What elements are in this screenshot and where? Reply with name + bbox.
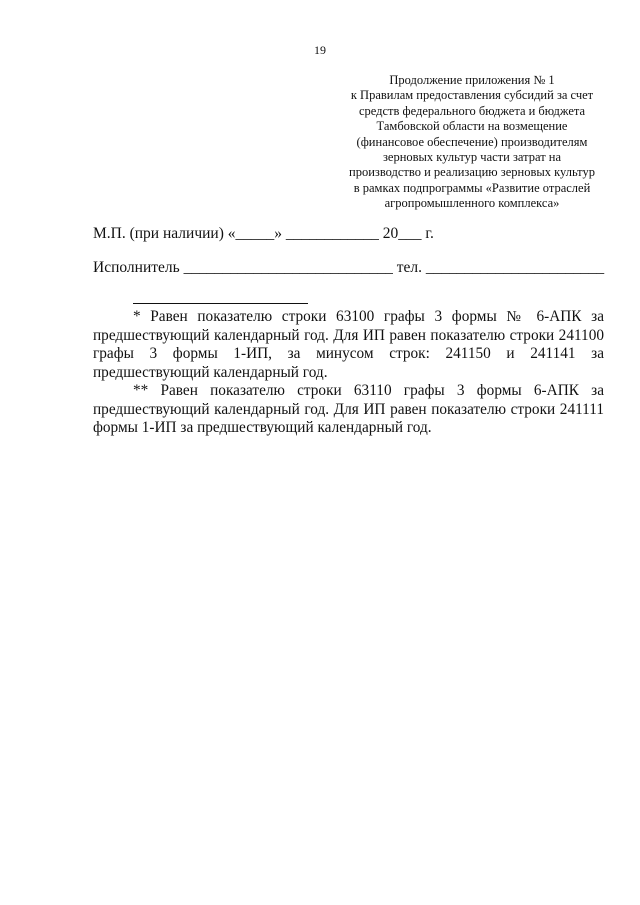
appendix-header-line: зерновых культур части затрат на [382, 150, 562, 165]
footnote-1 [93, 308, 604, 382]
footnote-line: предшествующий календарный год. Для ИП равен показателю строки 241111 [93, 400, 604, 418]
footnotes [93, 308, 604, 438]
appendix-header [322, 73, 622, 212]
appendix-header-line: средств федерального бюджета и бюджета [358, 103, 586, 118]
footnote-2 [93, 382, 604, 438]
footnote-line: предшествующий календарный год. [93, 363, 328, 381]
appendix-header-line: к Правилам предоставления субсидий за счет [350, 88, 594, 103]
footnote-line: * Равен показателю строки 63100 графы 3 формы № 6-АПК за [133, 308, 604, 325]
footnote-line: графы 3 формы 1-ИП, за минусом строк: 241150 и 241141 за [93, 345, 604, 362]
footnote-line: предшествующий календарный год. Для ИП равен показателю строки 241100 [93, 326, 604, 344]
stamp-date-line: М.П. (при наличии) «_____» ____________ 20___ г. [93, 225, 434, 242]
page-number: 19 [314, 43, 326, 57]
footnote-line: формы 1-ИП за предшествующий календарный год. [93, 419, 432, 436]
appendix-header-line: Продолжение приложения № 1 [389, 73, 555, 87]
executor-phone-line: Исполнитель ___________________________ тел. _______________________ [93, 259, 605, 276]
footnote-line: ** Равен показателю строки 63110 графы 3 формы 6-АПК за [133, 382, 604, 399]
footnote-separator [133, 303, 308, 304]
appendix-header-line: в рамках подпрограммы «Развитие отраслей [353, 180, 591, 195]
appendix-header-line: (финансовое обеспечение) производителям [356, 134, 588, 149]
appendix-header-line: Тамбовской области на возмещение [376, 119, 568, 134]
appendix-header-line: производство и реализацию зерновых культур [349, 165, 595, 180]
appendix-header-line: агропромышленного комплекса» [384, 196, 560, 211]
